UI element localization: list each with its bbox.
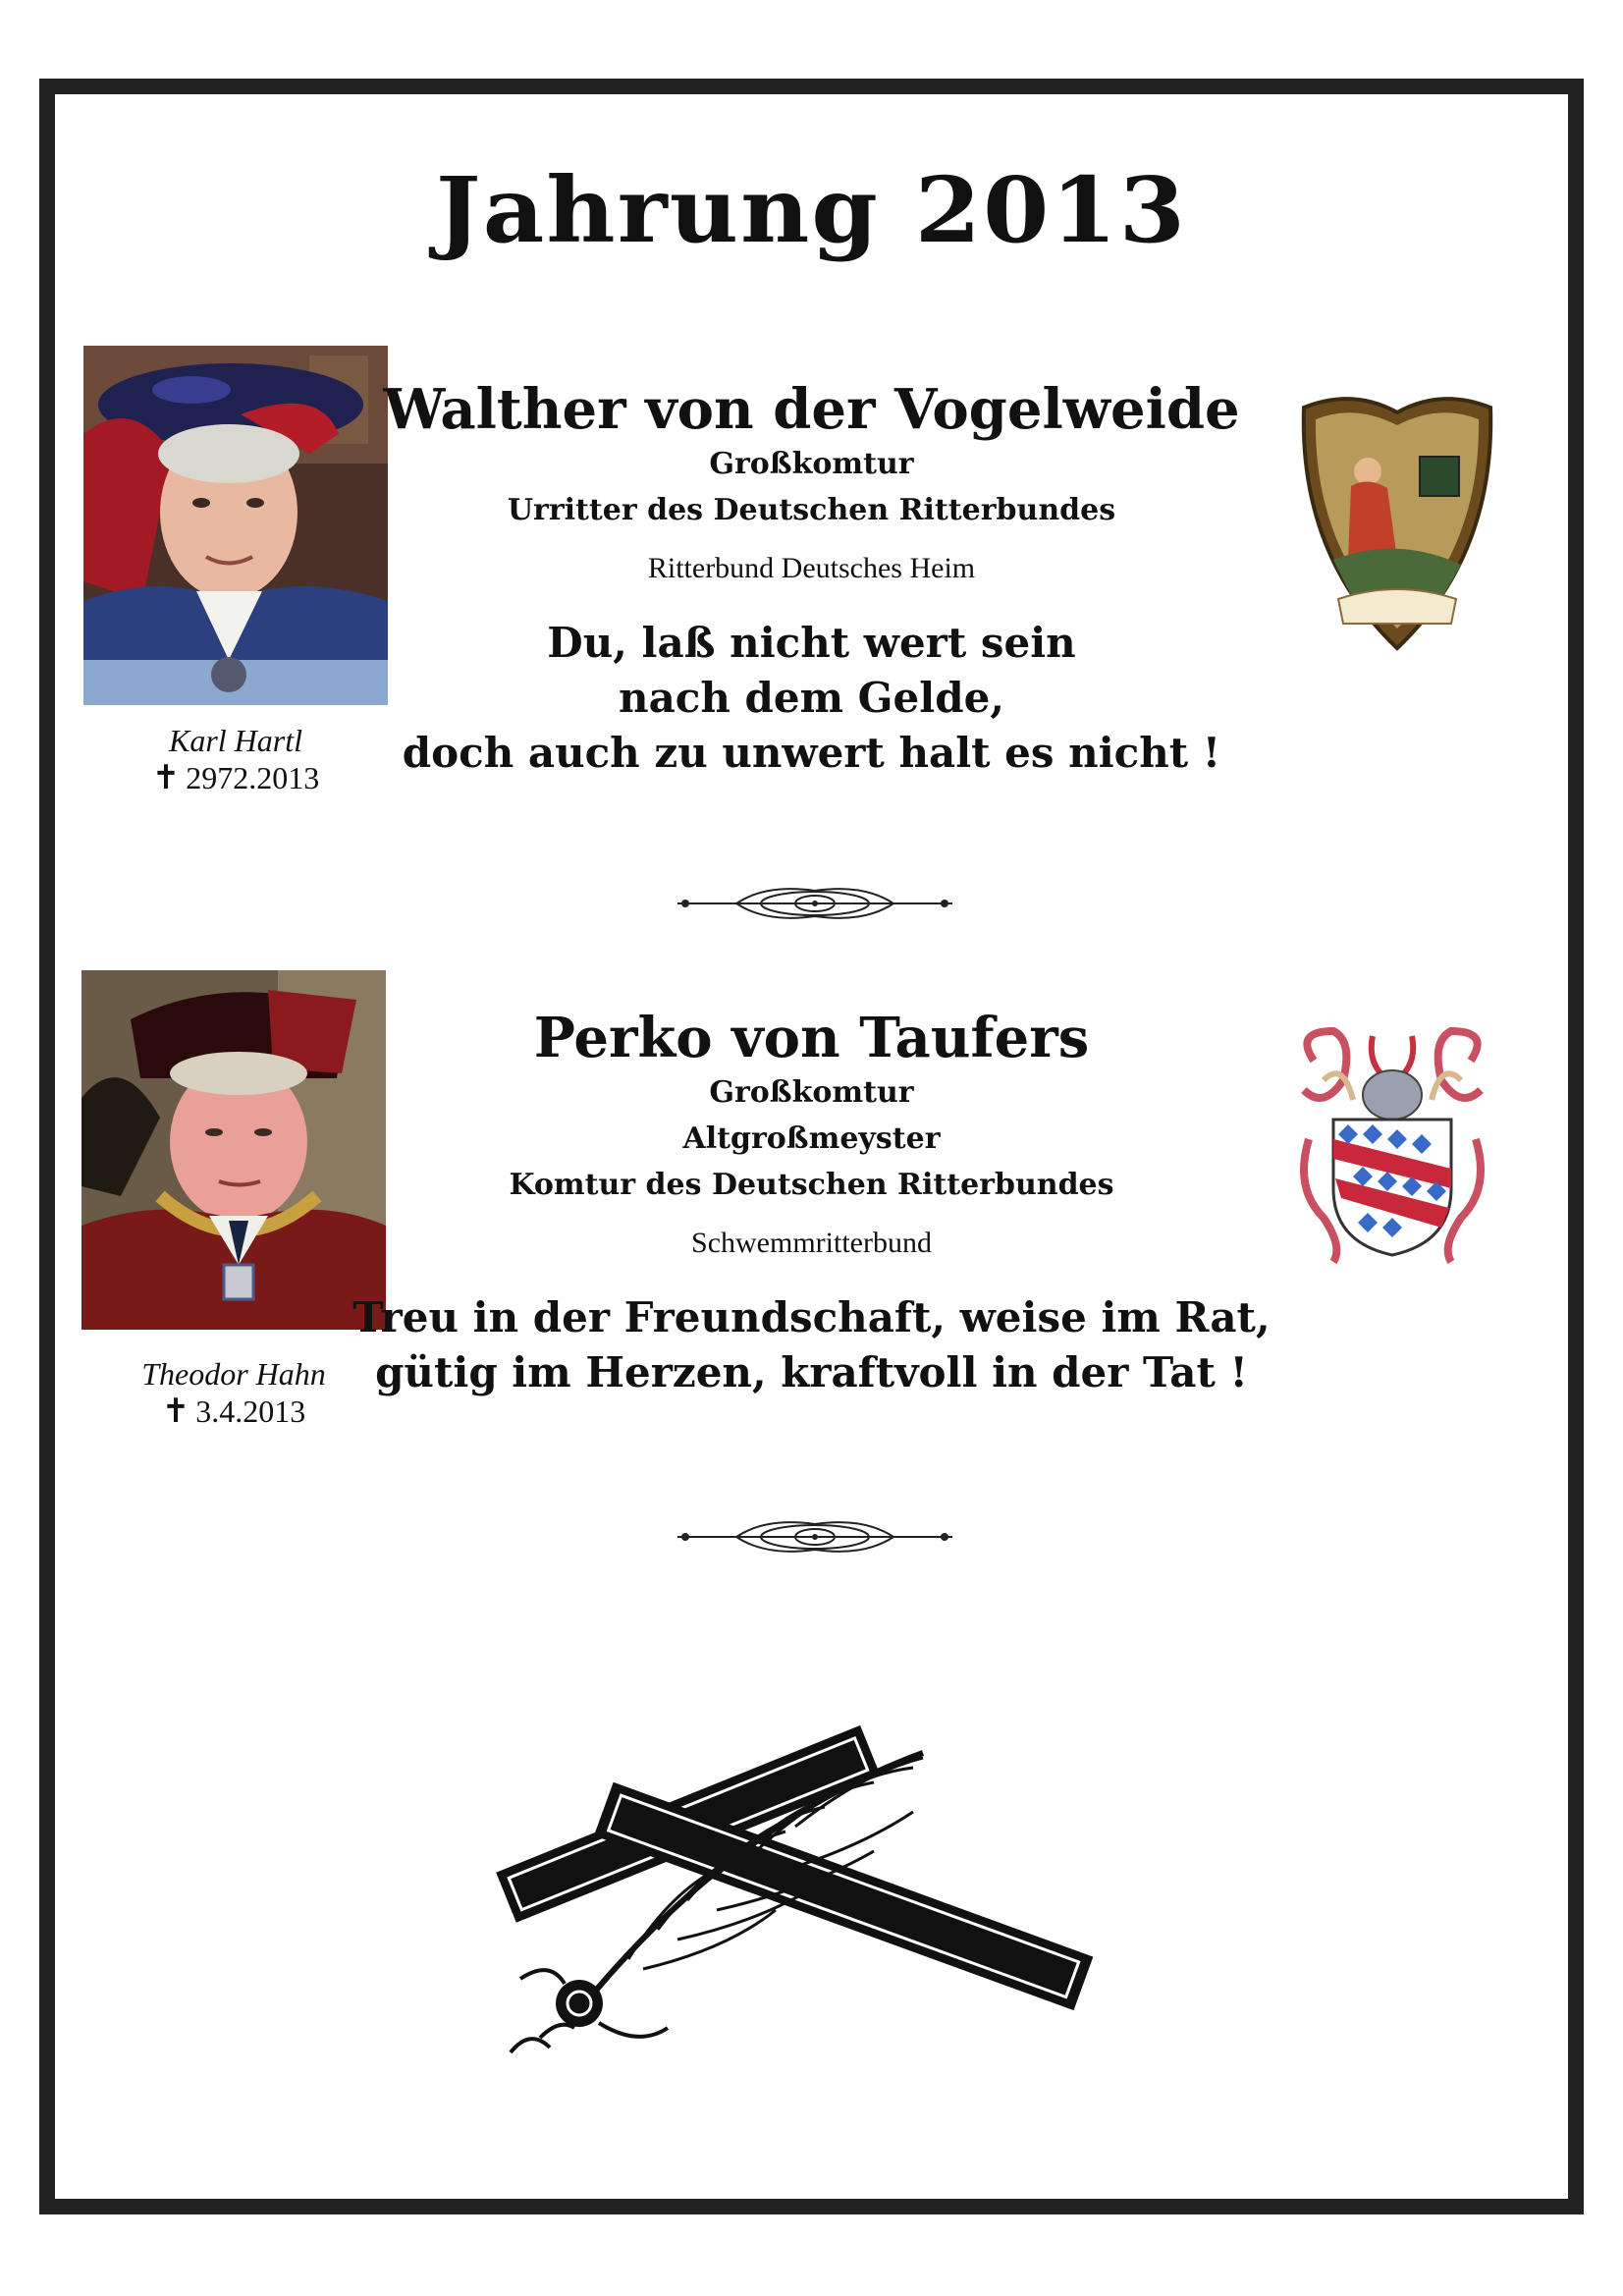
motto-line: nach dem Gelde, xyxy=(619,674,1004,722)
rank-line: Großkomtur xyxy=(709,447,914,481)
motto xyxy=(0,1290,1623,1400)
death-cross-icon: ✝ xyxy=(151,760,181,796)
rank-line: Komtur des Deutschen Ritterbundes xyxy=(509,1168,1114,1202)
ornament-divider-icon xyxy=(677,1512,952,1561)
motto-line: gütig im Herzen, kraftvoll in der Tat ! xyxy=(375,1348,1248,1396)
rank-line: Altgroßmeyster xyxy=(682,1121,941,1156)
knight-name: Walther von der Vogelweide xyxy=(383,377,1240,442)
motto-line: Treu in der Freundschaft, weise im Rat, xyxy=(352,1293,1271,1341)
club-name: Ritterbund Deutsches Heim xyxy=(647,552,976,584)
ornament-divider-icon xyxy=(677,879,952,928)
rank-line: Urritter des Deutschen Ritterbundes xyxy=(507,493,1116,527)
knight-name: Perko von Taufers xyxy=(533,1006,1090,1070)
death-cross-icon: ✝ xyxy=(161,1394,190,1430)
club-name: Schwemmritterbund xyxy=(691,1227,932,1259)
person-name: Theodor Hahn xyxy=(141,1356,326,1392)
death-date: 2972.2013 xyxy=(186,760,320,795)
shield-crest-icon xyxy=(1294,388,1500,663)
person-name: Karl Hartl xyxy=(168,723,303,758)
rank-line: Großkomtur xyxy=(709,1075,914,1110)
page-title: Jahrung 2013 xyxy=(435,157,1188,263)
memorial-cross-palm-icon xyxy=(481,1714,1168,2057)
motto-line: doch auch zu unwert halt es nicht ! xyxy=(402,729,1221,777)
coat-of-arms-icon xyxy=(1294,1021,1490,1267)
motto-line: Du, laß nicht wert sein xyxy=(547,619,1076,667)
death-date: 3.4.2013 xyxy=(195,1394,306,1429)
